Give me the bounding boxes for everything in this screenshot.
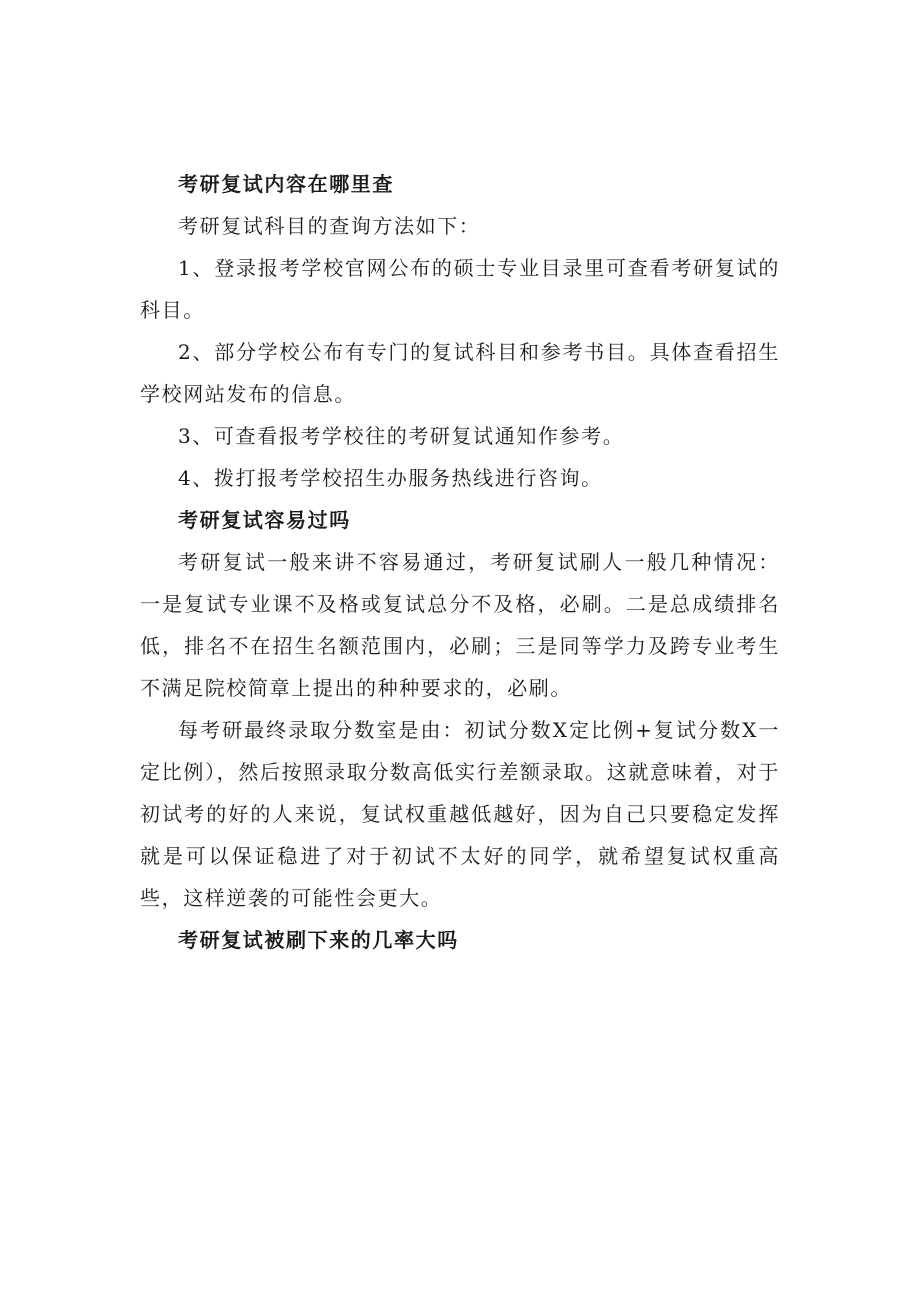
section-heading: 考研复试容易过吗	[178, 508, 351, 532]
section-heading: 考研复试内容在哪里查	[178, 172, 394, 196]
list-item-paragraph: 1、登录报考学校官网公布的硕士专业目录里可查看考研复试的科目。	[140, 256, 780, 322]
list-item-paragraph: 2、部分学校公布有专门的复试科目和参考书目。具体查看招生学校网站发布的信息。	[140, 340, 780, 406]
body-paragraph: 每考研最终录取分数室是由：初试分数X定比例+复试分数X一定比例），然后按照录取分数高低实行差额录取。这就意味着，对于初试考的好的人来说，复试权重越低越好，因为自己只要稳定发挥就是可以保证稳进了对于初试不太好的同学，就希望复试权重高些，这样逆袭的可能性会更大。	[140, 718, 780, 910]
section-heading: 考研复试被刷下来的几率大吗	[178, 928, 459, 952]
body-paragraph: 考研复试一般来讲不容易通过，考研复试刷人一般几种情况：一是复试专业课不及格或复试总分不及格，必刷。二是总成绩排名低，排名不在招生名额范围内，必刷；三是同等学力及跨专业考生不满足院校简章上提出的种种要求的，必刷。	[140, 550, 780, 700]
list-item-paragraph: 4、拨打报考学校招生办服务热线进行咨询。	[178, 466, 603, 490]
list-item-paragraph: 3、可查看报考学校往的考研复试通知作参考。	[178, 424, 625, 448]
body-paragraph: 考研复试科目的查询方法如下：	[178, 214, 481, 238]
document-body	[140, 163, 780, 961]
